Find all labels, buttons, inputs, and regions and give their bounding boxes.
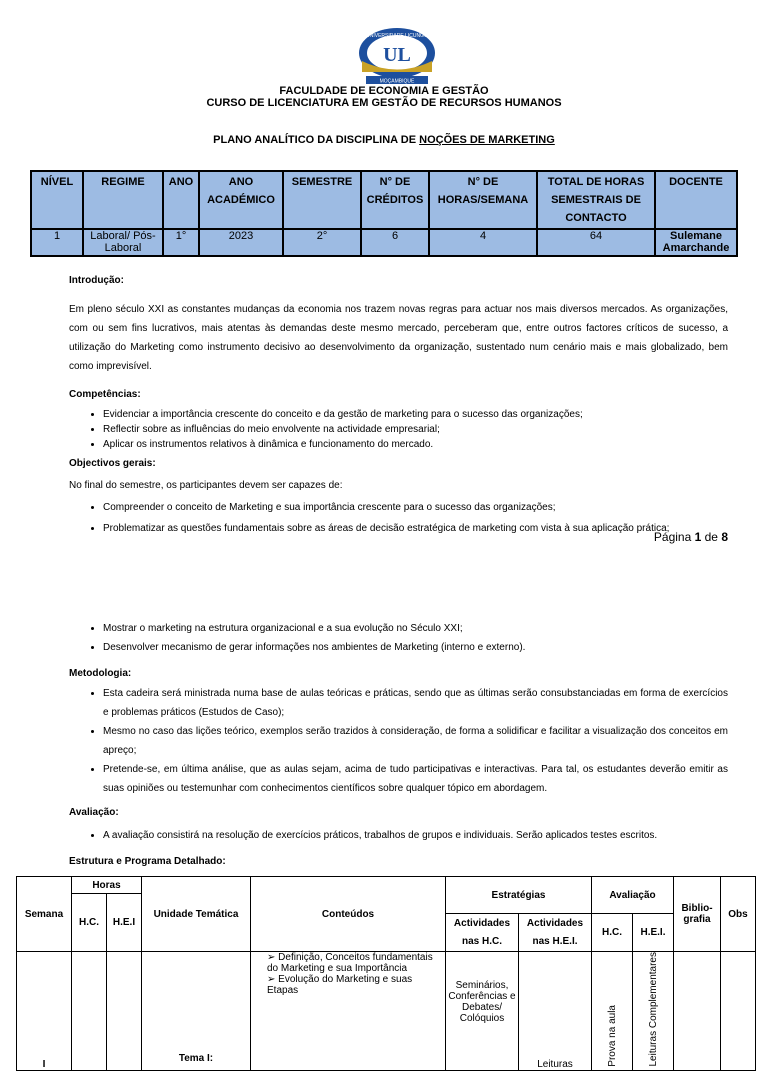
th-obs: Obs [721, 877, 756, 952]
td-nivel: 1 [31, 229, 83, 256]
metodologia-heading: Metodologia: [69, 668, 132, 679]
list-item: • Problematizar as questões fundamentais sobre as áreas de decisão estratégica de marketing com vista à sua aplicação prática; [103, 518, 728, 539]
cell-obs [721, 952, 756, 1071]
conteudos-list [253, 952, 443, 996]
metodologia-list [69, 684, 728, 798]
logo-text-bottom: MOÇAMBIQUE [379, 78, 415, 85]
objectivos-intro: No final do semestre, os participantes devem ser capazes de: [69, 480, 343, 491]
th-regime: REGIME [83, 171, 163, 229]
td-ano-academico: 2023 [199, 229, 283, 256]
cell-act-hc: Seminários, Conferências e Debates/ Colóquios [446, 952, 519, 1071]
university-logo [356, 26, 438, 88]
th-act-hei: Actividades nas H.E.I. [519, 914, 592, 952]
cell-semana: I [17, 952, 72, 1071]
th-av-hc: H.C. [592, 914, 633, 952]
cell-conteudos [251, 952, 446, 1071]
list-item: • Mesmo no caso das lições teórico, exemplos serão trazidos à consideração, de forma a solidificar e facilitar a visualização dos conceitos em apreço; [103, 722, 728, 760]
av-hc-text: Prova na aula [606, 1004, 618, 1067]
td-semestre: 2° [283, 229, 361, 256]
programa-table [16, 876, 756, 1071]
th-horas-hei: H.E.I [107, 894, 142, 952]
cell-bibliografia [674, 952, 721, 1071]
list-item: • Desenvolver mecanismo de gerar informações nos ambientes de Marketing (interno e externo). [103, 638, 728, 657]
course-name: CURSO DE LICENCIATURA EM GESTÃO DE RECURSOS HUMANOS [206, 97, 562, 109]
introducao-heading: Introdução: [69, 275, 124, 286]
th-ano: ANO [163, 171, 199, 229]
objectivos-list-page1 [69, 497, 728, 539]
td-creditos: 6 [361, 229, 429, 256]
logo-text-top: UNIVERSIDADE LICUNGO [366, 33, 428, 39]
th-act-hc: Actividades nas H.C. [446, 914, 519, 952]
th-horas-hc: H.C. [72, 894, 107, 952]
td-total-horas: 64 [537, 229, 655, 256]
th-avaliacao: Avaliação [592, 877, 674, 914]
course-info-table [30, 170, 738, 257]
programa-heading: Estrutura e Programa Detalhado: [69, 856, 226, 867]
th-bibliografia: Biblio-grafia [674, 877, 721, 952]
competencias-list [69, 407, 728, 452]
th-conteudos: Conteúdos [251, 877, 446, 952]
faculty-name: FACULDADE DE ECONOMIA E GESTÃO [279, 85, 489, 97]
td-ano: 1° [163, 229, 199, 256]
page-current: 1 [694, 530, 702, 544]
title-subject: NOÇÕES DE MARKETING [419, 134, 555, 146]
th-docente: DOCENTE [655, 171, 737, 229]
cell-av-hei [633, 952, 674, 1071]
th-horas-semana: N° DE HORAS/SEMANA [429, 171, 537, 229]
th-semestre: SEMESTRE [283, 171, 361, 229]
th-creditos: N° DE CRÉDITOS [361, 171, 429, 229]
list-item: • Evidenciar a importância crescente do conceito e da gestão de marketing para o sucesso das organizações; [103, 407, 728, 422]
info-data-row [31, 229, 737, 256]
page-total: 8 [721, 530, 728, 544]
td-docente: Sulemane Amarchande [655, 229, 737, 256]
th-total-horas: TOTAL DE HORAS SEMESTRAIS DE CONTACTO [537, 171, 655, 229]
page-label: Página [653, 530, 695, 544]
th-horas: Horas [72, 877, 142, 894]
av-hei-text: Leituras Complementares [647, 952, 659, 1067]
cell-av-hc [592, 952, 633, 1071]
td-regime: Laboral/ Pós-Laboral [83, 229, 163, 256]
logo-monogram: UL [383, 44, 411, 66]
objectivos-heading: Objectivos gerais: [69, 458, 156, 469]
info-header-row [31, 171, 737, 229]
th-estrategias: Estratégias [446, 877, 592, 914]
list-item: • Reflectir sobre as influências do meio envolvente na actividade empresarial; [103, 422, 728, 437]
page-number [654, 530, 728, 544]
competencias-heading: Competências: [69, 389, 141, 400]
cell-horas-hc [72, 952, 107, 1071]
cell-horas-hei [107, 952, 142, 1071]
th-nivel: NÍVEL [31, 171, 83, 229]
table-row [17, 952, 756, 1071]
avaliacao-heading: Avaliação: [69, 807, 119, 818]
title-prefix: PLANO ANALÍTICO DA DISCIPLINA DE [213, 134, 420, 146]
th-semana: Semana [17, 877, 72, 952]
th-av-hei: H.E.I. [633, 914, 674, 952]
th-unidade: Unidade Temática [142, 877, 251, 952]
list-item: • Compreender o conceito de Marketing e sua importância crescente para o sucesso das organizações; [103, 497, 728, 518]
td-horas-semana: 4 [429, 229, 537, 256]
list-item: • Aplicar os instrumentos relativos à dinâmica e funcionamento do mercado. [103, 437, 728, 452]
list-item: • Pretende-se, em última análise, que as aulas sejam, acima de tudo participativas e interactivas. Para tal, os estudantes deverão emitir as suas opiniões ou testemunhar com conhecimentos científicos sobre qualquer tópico em abordagem. [103, 760, 728, 798]
page-of: de [701, 530, 722, 544]
list-item: ➢ Definição, Conceitos fundamentais do Marketing e sua Importância [267, 952, 443, 974]
cell-tema: Tema I: [142, 952, 251, 1071]
list-item: • Mostrar o marketing na estrutura organizacional e a sua evolução no Século XXI; [103, 619, 728, 638]
introducao-text: Em pleno século XXI as constantes mudanças da economia nos trazem novas regras para actuar nos mais diversos mercados. As organizações, com ou sem fins lucrativos, mais atentas às demandas deste mesmo mercado, perceberam que, entre outros factores críticos de sucesso, a utilização do Marketing como instrumento decisivo ao desenvolvimento da organização, sustentado num cenário mais e mais globalizado, bem como imprevisível. [69, 304, 728, 372]
list-item: ➢ Evolução do Marketing e suas Etapas [267, 974, 443, 996]
document-title [0, 134, 768, 146]
list-item: • A avaliação consistirá na resolução de exercícios práticos, trabalhos de grupos e individuais. Serão aplicados testes escritos. [103, 827, 728, 844]
th-ano-academico: ANO ACADÉMICO [199, 171, 283, 229]
avaliacao-list [69, 827, 728, 844]
cell-act-hei: Leituras [519, 952, 592, 1071]
objectivos-list-page2 [69, 619, 728, 657]
list-item: • Esta cadeira será ministrada numa base de aulas teóricas e práticas, sendo que as últimas serão consubstanciadas em forma de exercícios e problemas práticos (Estudos de Caso); [103, 684, 728, 722]
